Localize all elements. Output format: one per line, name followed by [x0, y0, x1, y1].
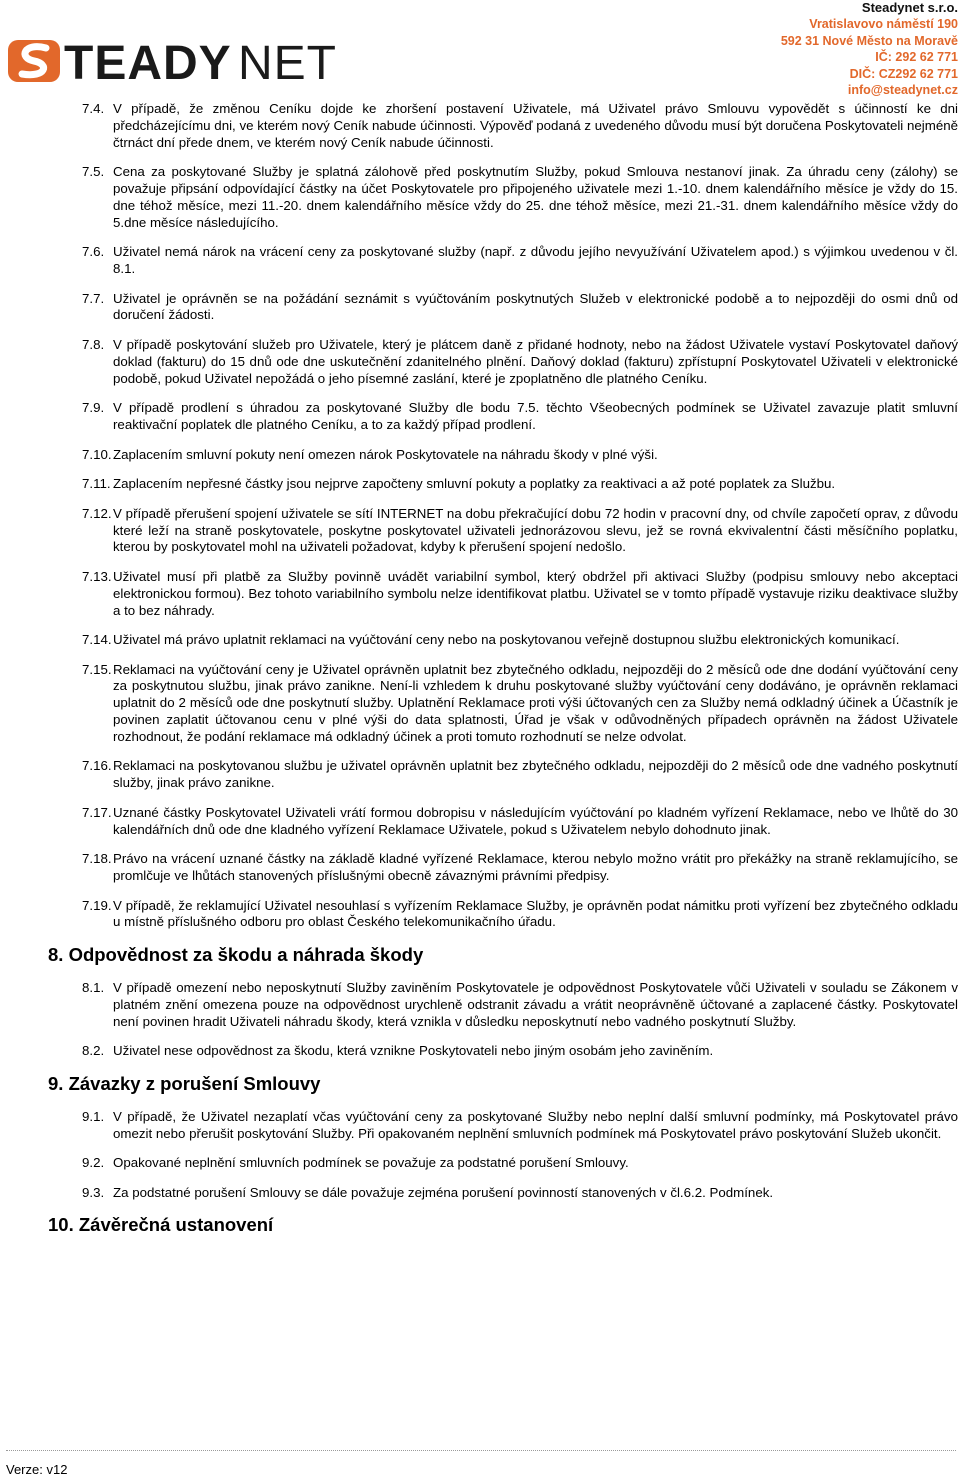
- address-line: Vratislavovo náměstí 190: [809, 17, 958, 32]
- clause-8-1: [82, 980, 958, 1030]
- email-link[interactable]: info@steadynet.cz: [847, 83, 958, 98]
- clause-text: Za podstatné porušení Smlouvy se dále považuje zejména porušení povinností stanovených v čl.6.2. Podmínek.: [113, 1184, 774, 1200]
- clause-7-5: [82, 164, 958, 231]
- clause-7-13: [82, 569, 958, 619]
- steadynet-logo-graphic: [6, 30, 346, 90]
- footer-divider: [6, 1450, 956, 1451]
- clause-9-3: [82, 1185, 958, 1202]
- clause-text: Uznané částky Poskytovatel Uživateli vrátí formou dobropisu v následujícím vyúčtování po kladném vyřízení Reklamace, nebo ve lhůtě do 30 kalendářních dnů ode dne kladného vyřízení Reklamace Uživatele, pokud s Uživatelem nebylo dohodnuto jinak.: [113, 804, 958, 837]
- clause-7-6: [82, 244, 958, 278]
- section-title-9: 9. Závazky z porušení Smlouvy: [48, 1072, 321, 1094]
- clause-7-7: [82, 291, 958, 325]
- clause-number: 9.3.: [82, 1184, 105, 1200]
- clause-7-16: [82, 758, 958, 792]
- document-body: [48, 101, 958, 1250]
- clause-number: 7.16.: [82, 758, 112, 774]
- company-info: [658, 0, 958, 98]
- clause-number: 9.1.: [82, 1108, 105, 1124]
- clause-text: V případě prodlení s úhradou za poskytované Služby dle bodu 7.5. těchto Všeobecných podmínek se Uživatel zavazuje platit smluvní reaktivační poplatek dle platného Ceníku, a to za každý případ prodlení.: [113, 400, 958, 432]
- clause-7-9: [82, 400, 958, 434]
- clause-number: 7.5.: [82, 164, 105, 180]
- clause-number: 7.19.: [82, 897, 112, 913]
- clause-number: 7.7.: [82, 290, 105, 306]
- clause-7-19: [82, 898, 958, 932]
- clause-text: V případě přerušení spojení uživatele se sítí INTERNET na dobu překračující dobu 72 hodin v pracovní dny, od chvíle započetí oprav, z důvodu které leží na straně poskytovatele, poskytne poskytovatel uživateli jednorázovou slevu, jež se rovná ekvivalentní části měsíčního poplatku, kterou by poskytovatel mohl na uživateli požadovat, kdyby k přerušení spojení nedošlo.: [113, 505, 958, 555]
- clause-number: 7.17.: [82, 804, 112, 820]
- clause-number: 7.12.: [82, 505, 112, 521]
- clause-7-8: [82, 337, 958, 387]
- company-id: IČ: 292 62 771: [875, 50, 958, 65]
- clause-7-12: [82, 506, 958, 556]
- clause-7-10: [82, 447, 958, 464]
- clause-text: V případě poskytování služeb pro Uživatele, který je plátcem daně z přidané hodnoty, nebo na žádost Uživatele vystaví Poskytovatel daňový doklad (fakturu) do 15 dnů ode dne uskutečnění zdanitelného plnění. Daňový doklad (fakturu) zpřístupní Poskytovatel Uživateli v elektronické podobě, pokud Uživatel nepožádá o jeho písemné zaslání, které je zpoplatněno dle platného Ceníku.: [113, 336, 958, 386]
- clause-7-4: [82, 101, 958, 151]
- clause-text: Reklamaci na poskytovanou službu je uživatel oprávněn uplatnit bez zbytečného odkladu, nejpozději do 2 měsíců ode dne vadného poskytnutí služby, jinak právo zanikne.: [113, 758, 958, 791]
- clause-number: 8.1.: [82, 980, 105, 996]
- clause-text: Uživatel nese odpovědnost za škodu, která vznikne Poskytovateli nebo jiným osobám jeho zaviněním.: [113, 1043, 714, 1059]
- clause-9-1: [82, 1109, 958, 1143]
- clause-text: Opakované neplnění smluvních podmínek se považuje za podstatné porušení Smlouvy.: [113, 1155, 629, 1171]
- clause-number: 7.6.: [82, 244, 105, 260]
- clause-7-11: [82, 476, 958, 493]
- clause-8-2: [82, 1043, 958, 1060]
- clause-text: Reklamaci na vyúčtování ceny je Uživatel oprávněn uplatnit bez zbytečného odkladu, nejpozději do 2 měsíců ode dne dodání vyúčtování ceny za poskytnutou službu, jinak právo zanikne. Není-li vzhledem k druhu poskytované služby vyúčtování ceny dodáváno, je oprávněn reklamaci uplatnit do 2 měsíců ode dne poskytnutí služby. Uplatnění Reklamace proti výši účtovaných cen za Služby nemá odkladný účinek a Účastník je povinen zaplatit účtovanou cenu v plné výši do data splatnosti, Úřad je však v odůvodněných případech oprávněn na žádost Uživatele rozhodnout, že podání reklamace má odkladný účinek a proti tomuto rozhodnutí se nelze odvolat.: [113, 661, 958, 744]
- clause-text: Zaplacením smluvní pokuty není omezen nárok Poskytovatele na náhradu škody v plné výši.: [113, 446, 658, 462]
- clause-number: 7.10.: [82, 446, 112, 462]
- svg-text:NET: NET: [238, 37, 337, 90]
- clause-number: 9.2.: [82, 1155, 105, 1171]
- clause-number: 7.13.: [82, 568, 112, 584]
- clause-text: Uživatel musí při platbě za Služby povinně uvádět variabilní symbol, který obdržel při aktivaci Služby (podpisu smlouvy nebo akceptaci elektronickou formou). Bez tohoto variabilního symbolu nelze identifikovat platbu. Uživatel se v tomto případě vystavuje riziku deaktivace služby a to bez náhrady.: [113, 568, 958, 618]
- clause-text: Cena za poskytované Služby je splatná zálohově před poskytnutím Služby, pokud Smlouva nestanoví jinak. Za úhradu ceny (zálohy) se považuje připsání odpovídající částky na účet Poskytovatele pro připojeného uživatele mezi 1.-10. dnem kalendářního měsíce je vždy do 15. dne téhož měsíce, mezi 11.-20. dnem kalendářního měsíce vždy do 25. dne téhož měsíce, mezi 21.-31. dnem kalendářního měsíce vždy do 5.dne měsíce následujícího.: [113, 164, 958, 230]
- clause-text: V případě, že reklamující Uživatel nesouhlasí s vyřízením Reklamace Služby, je oprávněn podat námitku proti vyřízení bez zbytečného odkladu u místně příslušného odboru pro oblast Českého telekomunikačního úřadu.: [113, 897, 958, 930]
- clause-text: Zaplacením nepřesné částky jsou nejprve započteny smluvní pokuty a poplatky za reaktivaci a až poté poplatek za Službu.: [113, 476, 836, 492]
- clause-number: 7.14.: [82, 632, 112, 648]
- clause-7-14: [82, 632, 958, 649]
- clause-number: 7.8.: [82, 336, 105, 352]
- vat-id: DIČ: CZ292 62 771: [849, 66, 958, 81]
- address-line: 592 31 Nové Město na Moravě: [780, 33, 958, 48]
- svg-text:TEADY: TEADY: [64, 37, 232, 90]
- clause-9-2: [82, 1155, 958, 1172]
- clause-number: 7.4.: [82, 101, 105, 116]
- clause-number: 7.15.: [82, 661, 112, 677]
- clause-text: Uživatel je oprávněn se na požádání seznámit s vyúčtováním poskytnutých Služeb v elektronické podobě a to nejpozději do osmi dnů od doručení žádosti.: [113, 290, 958, 323]
- clause-text: V případě omezení nebo neposkytnutí Služby zaviněním Poskytovatele je odpovědnost Poskytovatele vůči Uživateli v souladu se Zákonem v platném znění omezena pouze na odpovědnost urychleně odstranit závadu a vrátit neoprávněně účtované a zaplacené částky. Poskytovatel není povinen hradit Uživateli náhradu škody, která vznikla v důsledku neposkytnutí nebo vadného poskytnutí Služby.: [113, 980, 958, 1029]
- clause-number: 7.11.: [82, 476, 111, 492]
- clause-text: Uživatel má právo uplatnit reklamaci na vyúčtování ceny nebo na poskytovanou veřejně dostupnou službu elektronických komunikací.: [113, 632, 900, 648]
- steadynet-logo: [6, 30, 346, 90]
- clause-text: Uživatel nemá nárok na vrácení ceny za poskytované služby (např. z důvodu jejího nevyužívání Uživatelem apod.) s výjimkou uvedenou v čl. 8.1.: [113, 244, 958, 276]
- company-name: Steadynet s.r.o.: [861, 0, 958, 15]
- page-header: [0, 0, 960, 100]
- section-title-10: 10. Závěrečná ustanovení: [48, 1214, 274, 1236]
- clause-text: Právo na vrácení uznané částky na základě kladné vyřízené Reklamace, kterou nebylo možno vrátit pro překážky na straně reklamujícího, se promlčuje ve lhůtách stanovených příslušnými obecně závaznými právními předpisy.: [113, 851, 958, 884]
- clause-number: 8.2.: [82, 1043, 105, 1059]
- clause-text: V případě, že Uživatel nezaplatí včas vyúčtování ceny za poskytované Služby nebo neplní další smluvní podmínky, má Poskytovatel právo omezit nebo přerušit poskytování Služby. Při opakovaném neplnění smluvních podmínek má Poskytovatel právo poskytování Služeb ukončit.: [113, 1108, 958, 1141]
- clause-7-17: [82, 805, 958, 839]
- clause-number: 7.9.: [82, 400, 105, 416]
- clause-7-18: [82, 851, 958, 885]
- clause-7-15: [82, 662, 958, 746]
- clause-number: 7.18.: [82, 851, 112, 867]
- section-title-8: 8. Odpovědnost za škodu a náhrada škody: [48, 944, 424, 966]
- clause-text: V případě, že změnou Ceníku dojde ke zhoršení postavení Uživatele, má Uživatel právo Smlouvu vypovědět s účinností ke dni předcházejícímu dni, ve kterém nový Ceník nabude účinnosti. Výpověď podaná z uvedeného důvodu musí být doručena Poskytovateli nejméně čtrnáct dní přede dnem, ve kterém nový Ceník nabude účinnosti.: [113, 101, 958, 150]
- version-label: Verze: v12: [6, 1462, 68, 1477]
